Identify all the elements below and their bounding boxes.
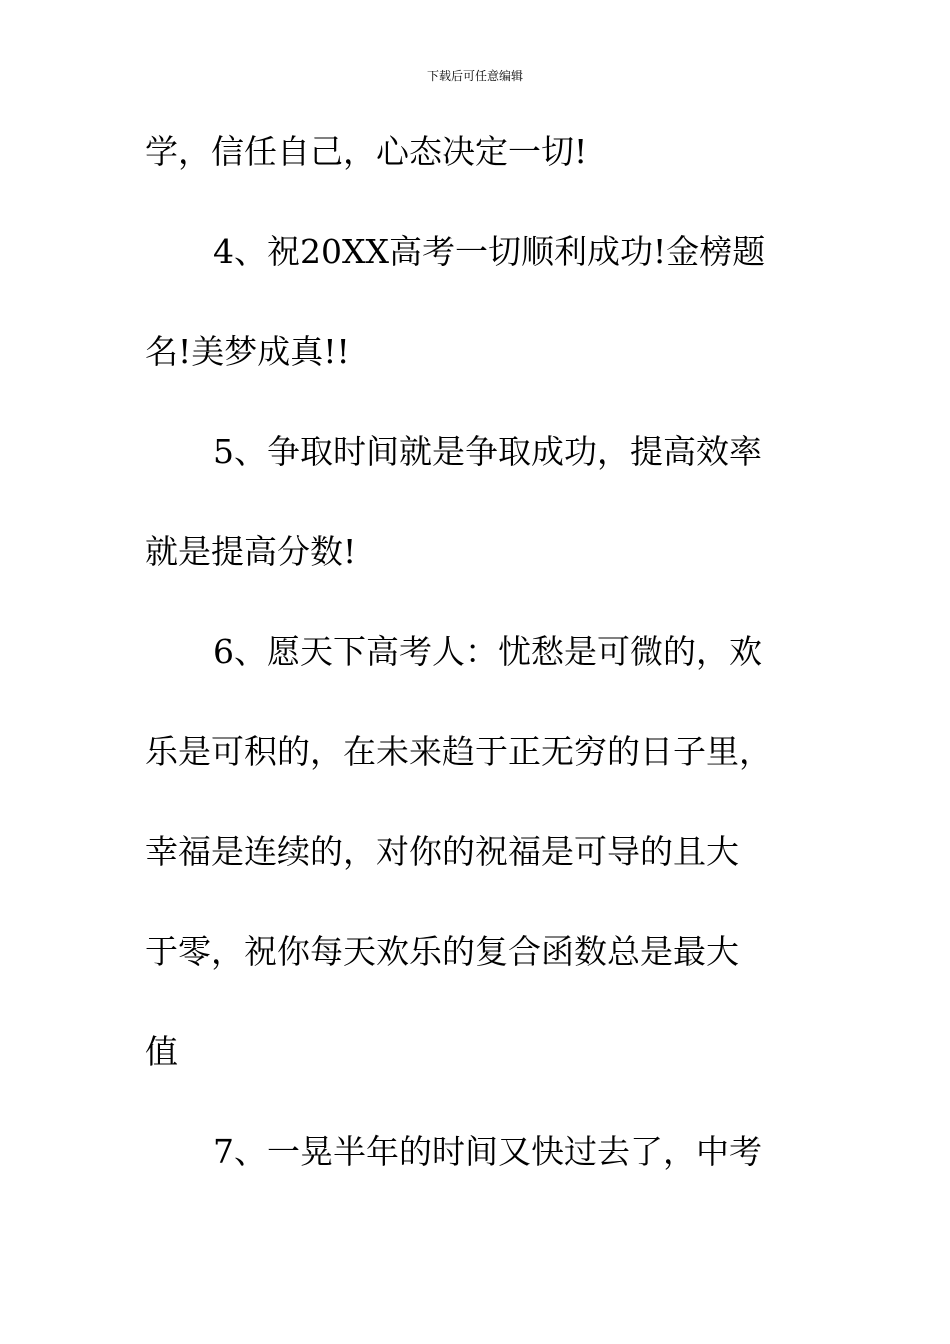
text-line: 7、一晃半年的时间又快过去了，中考 [213,1132,762,1171]
text-line: 学，信任自己，心态决定一切! [145,132,588,171]
text-line: 名!美梦成真!! [145,332,350,371]
text-line: 6、愿天下高考人：忧愁是可微的，欢 [213,632,762,671]
text-line: 幸福是连续的，对你的祝福是可导的且大 [145,832,739,871]
text-line: 就是提高分数! [145,532,357,571]
text-line: 4、祝20XX高考一切顺利成功!金榜题 [213,232,766,271]
page-header: 下载后可任意编辑 [426,69,523,83]
text-line: 5、争取时间就是争取成功，提高效率 [213,432,762,471]
text-line: 值 [145,1032,178,1071]
text-line: 乐是可积的，在未来趋于正无穷的日子里， [145,732,772,771]
text-line: 于零，祝你每天欢乐的复合函数总是最大 [145,932,739,971]
